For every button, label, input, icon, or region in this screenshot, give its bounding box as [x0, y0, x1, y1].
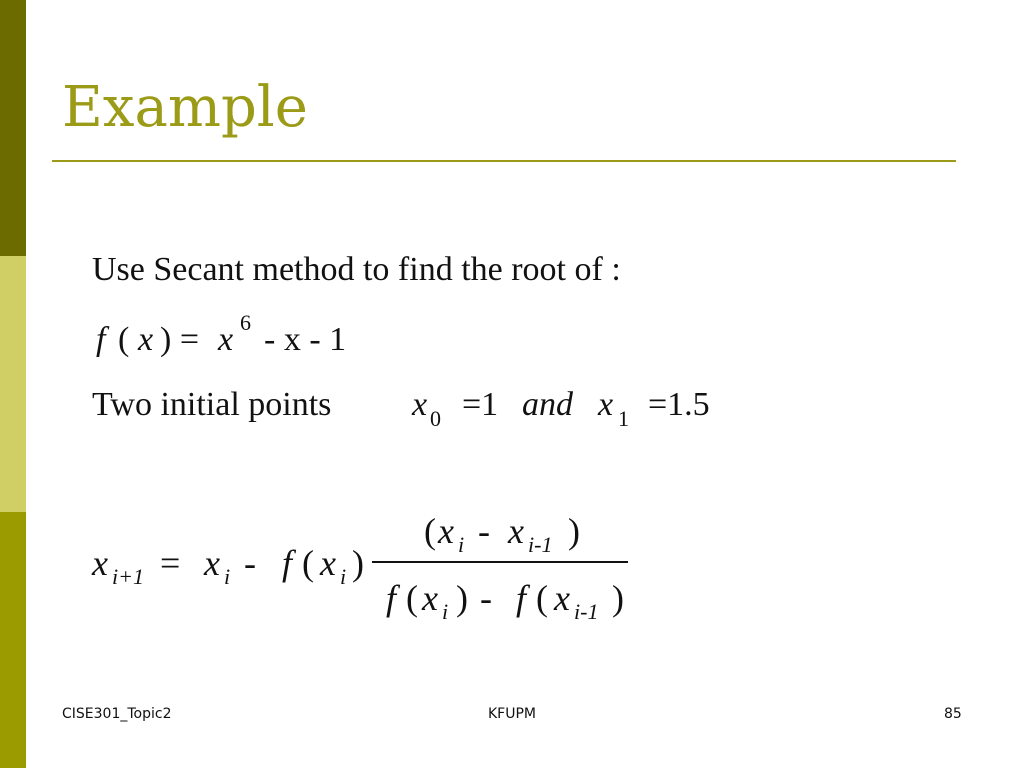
eq-tail: - x - 1: [264, 321, 347, 358]
x0-var: x: [412, 386, 428, 423]
fxi-f: f: [282, 543, 293, 583]
rhs-sub: i: [224, 564, 231, 589]
num-sub2: i-1: [528, 532, 553, 557]
footer-course: CISE301_Topic2: [62, 706, 172, 722]
formula-equals: =: [160, 543, 181, 583]
fxi-sub: i: [340, 564, 347, 589]
problem-statement: Use Secant method to find the root of :: [92, 251, 621, 288]
fxi-open: (: [302, 543, 314, 583]
x0-sub: 0: [430, 406, 441, 431]
num-close: ): [568, 511, 580, 551]
eq-exponent: 6: [240, 310, 251, 335]
accent-bar-bottom: [0, 512, 26, 768]
num-x1: x: [438, 511, 454, 551]
formula-minus: -: [244, 543, 256, 583]
den-close2: ): [612, 578, 624, 618]
title-underline: [52, 160, 956, 162]
accent-bar-middle: [0, 256, 26, 512]
x1-var: x: [598, 386, 614, 423]
den-close1: ): [456, 578, 468, 618]
eq-f: f: [96, 321, 106, 358]
fxi-close: ): [352, 543, 364, 583]
slide-title: Example: [62, 75, 308, 140]
den-f1: f: [386, 578, 397, 618]
den-x1: x: [422, 578, 438, 618]
fraction-bar: [372, 561, 628, 563]
den-f2: f: [516, 578, 527, 618]
x1-sub: 1: [618, 406, 629, 431]
den-open1: (: [406, 578, 418, 618]
lhs-sub: i+1: [112, 564, 144, 589]
footer-institution: KFUPM: [488, 706, 537, 722]
lhs-x: x: [92, 543, 108, 583]
eq-rparen-equals: ) =: [160, 321, 199, 358]
num-sub1: i: [458, 532, 465, 557]
den-sub2: i-1: [574, 599, 599, 624]
x0-value: =1: [462, 386, 499, 423]
and-word: and: [522, 386, 573, 423]
rhs-x: x: [204, 543, 220, 583]
x1-value: =1.5: [648, 386, 710, 423]
num-x2: x: [508, 511, 524, 551]
num-minus: -: [478, 511, 490, 551]
footer-page-number: 85: [944, 706, 962, 722]
den-minus: -: [480, 578, 492, 618]
eq-x: x: [138, 321, 154, 358]
den-sub1: i: [442, 599, 449, 624]
accent-bar-top: [0, 0, 26, 256]
den-x2: x: [554, 578, 570, 618]
initial-points-text: Two initial points: [92, 386, 332, 423]
eq-lparen: (: [118, 321, 130, 358]
num-open: (: [424, 511, 436, 551]
eq-base: x: [218, 321, 234, 358]
den-open2: (: [536, 578, 548, 618]
fxi-x: x: [320, 543, 336, 583]
